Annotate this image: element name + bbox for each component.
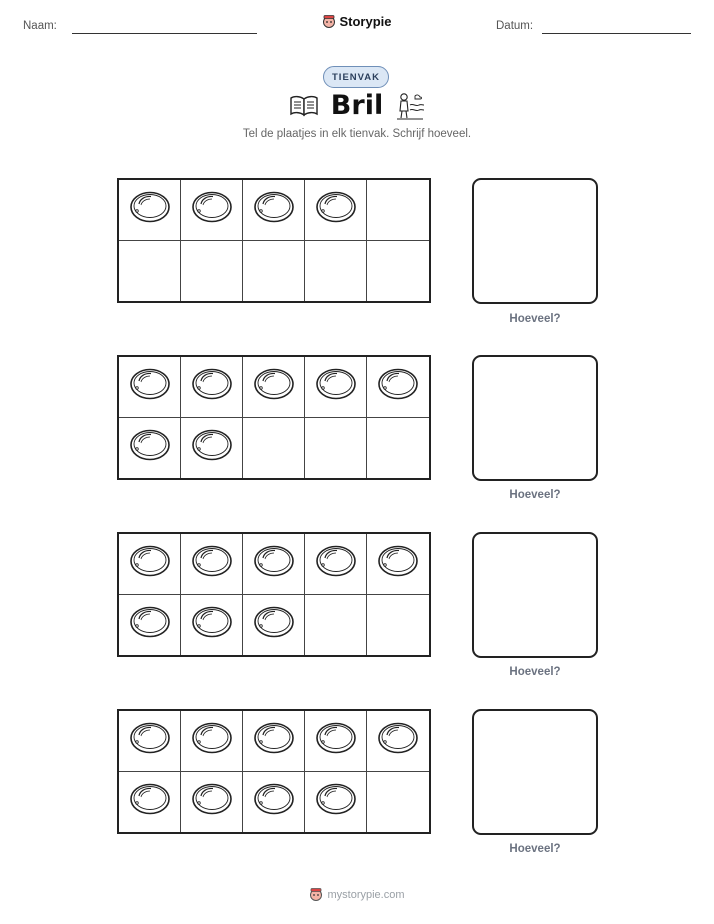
lens-icon <box>253 782 295 821</box>
ten-frame-cell <box>181 595 243 656</box>
lens-icon <box>253 721 295 760</box>
ten-frame-cell <box>243 711 305 772</box>
ten-frame-cell <box>181 180 243 241</box>
answer-label-3: Hoeveel? <box>509 666 561 678</box>
ten-frame-1 <box>117 178 431 303</box>
ten-frame-cell <box>243 357 305 418</box>
ten-frame-2 <box>117 355 431 480</box>
logo <box>0 14 714 32</box>
ten-frame-cell <box>243 418 305 479</box>
lens-icon <box>315 544 357 583</box>
answer-label-4: Hoeveel? <box>509 843 561 855</box>
ten-frame-cell <box>305 418 367 479</box>
ten-frame-cell <box>367 180 429 241</box>
lens-icon <box>253 605 295 644</box>
lens-icon <box>129 367 171 406</box>
ten-frame-cell <box>367 241 429 302</box>
answer-label-1: Hoeveel? <box>509 313 561 325</box>
open-book-icon <box>289 95 319 117</box>
ten-frame-cell <box>243 180 305 241</box>
lens-icon <box>129 544 171 583</box>
ten-frame-cell <box>119 595 181 656</box>
ten-frame-3 <box>117 532 431 657</box>
lens-icon <box>315 190 357 229</box>
ten-frame-cell <box>367 534 429 595</box>
name-line[interactable] <box>72 33 257 34</box>
page-title: Bril <box>330 90 384 121</box>
date-line[interactable] <box>542 33 691 34</box>
storypie-mascot-icon <box>309 887 323 902</box>
ten-frame-cell <box>119 772 181 833</box>
storypie-mascot-icon <box>322 14 336 29</box>
ten-frame-cell <box>119 711 181 772</box>
ten-frame-cell <box>367 418 429 479</box>
ten-frame-cell <box>119 534 181 595</box>
ten-frame-cell <box>367 357 429 418</box>
logo-text: Storypie <box>339 14 392 29</box>
ten-frame-cell <box>243 241 305 302</box>
ten-frame-cell <box>305 711 367 772</box>
ten-frame-cell <box>119 418 181 479</box>
ten-frame-cell <box>181 534 243 595</box>
ten-frame-cell <box>119 180 181 241</box>
lens-icon <box>129 605 171 644</box>
lens-icon <box>129 190 171 229</box>
lens-icon <box>191 721 233 760</box>
lens-icon <box>191 367 233 406</box>
ten-frame-cell <box>181 357 243 418</box>
lens-icon <box>191 190 233 229</box>
lens-icon <box>191 428 233 467</box>
ten-frame-cell <box>181 241 243 302</box>
ten-frame-4 <box>117 709 431 834</box>
answer-box-1[interactable] <box>472 178 598 304</box>
ten-frame-cell <box>305 595 367 656</box>
ten-frame-cell <box>305 180 367 241</box>
lens-icon <box>315 782 357 821</box>
lens-icon <box>191 605 233 644</box>
ten-frame-cell <box>243 534 305 595</box>
lens-icon <box>253 190 295 229</box>
ten-frame-cell <box>119 241 181 302</box>
ten-frame-cell <box>305 534 367 595</box>
lens-icon <box>191 544 233 583</box>
lens-icon <box>315 721 357 760</box>
lens-icon <box>377 721 419 760</box>
answer-box-4[interactable] <box>472 709 598 835</box>
ten-frame-cell <box>305 241 367 302</box>
answer-label-2: Hoeveel? <box>509 489 561 501</box>
ten-frame-cell <box>305 357 367 418</box>
lens-icon <box>253 544 295 583</box>
answer-box-3[interactable] <box>472 532 598 658</box>
ten-frame-cell <box>181 418 243 479</box>
lens-icon <box>377 367 419 406</box>
ten-frame-cell <box>305 772 367 833</box>
ten-frame-cell <box>367 772 429 833</box>
lens-icon <box>129 428 171 467</box>
lens-icon <box>377 544 419 583</box>
name-label: Naam: <box>23 20 57 32</box>
worksheet-type-badge: TIENVAK <box>323 66 389 88</box>
footer-url[interactable]: mystorypie.com <box>327 888 405 901</box>
ten-frame-cell <box>181 711 243 772</box>
ten-frame-cell <box>181 772 243 833</box>
lens-icon <box>315 367 357 406</box>
child-at-seaside-icon <box>395 91 425 121</box>
instruction-text: Tel de plaatjes in elk tienvak. Schrijf hoeveel. <box>242 128 472 140</box>
ten-frame-cell <box>367 711 429 772</box>
lens-icon <box>191 782 233 821</box>
title-row <box>0 90 714 121</box>
ten-frame-cell <box>243 772 305 833</box>
lens-icon <box>253 367 295 406</box>
ten-frame-cell <box>119 357 181 418</box>
answer-box-2[interactable] <box>472 355 598 481</box>
ten-frame-cell <box>243 595 305 656</box>
lens-icon <box>129 782 171 821</box>
date-label: Datum: <box>496 20 534 32</box>
lens-icon <box>129 721 171 760</box>
footer <box>0 887 714 902</box>
ten-frame-cell <box>367 595 429 656</box>
